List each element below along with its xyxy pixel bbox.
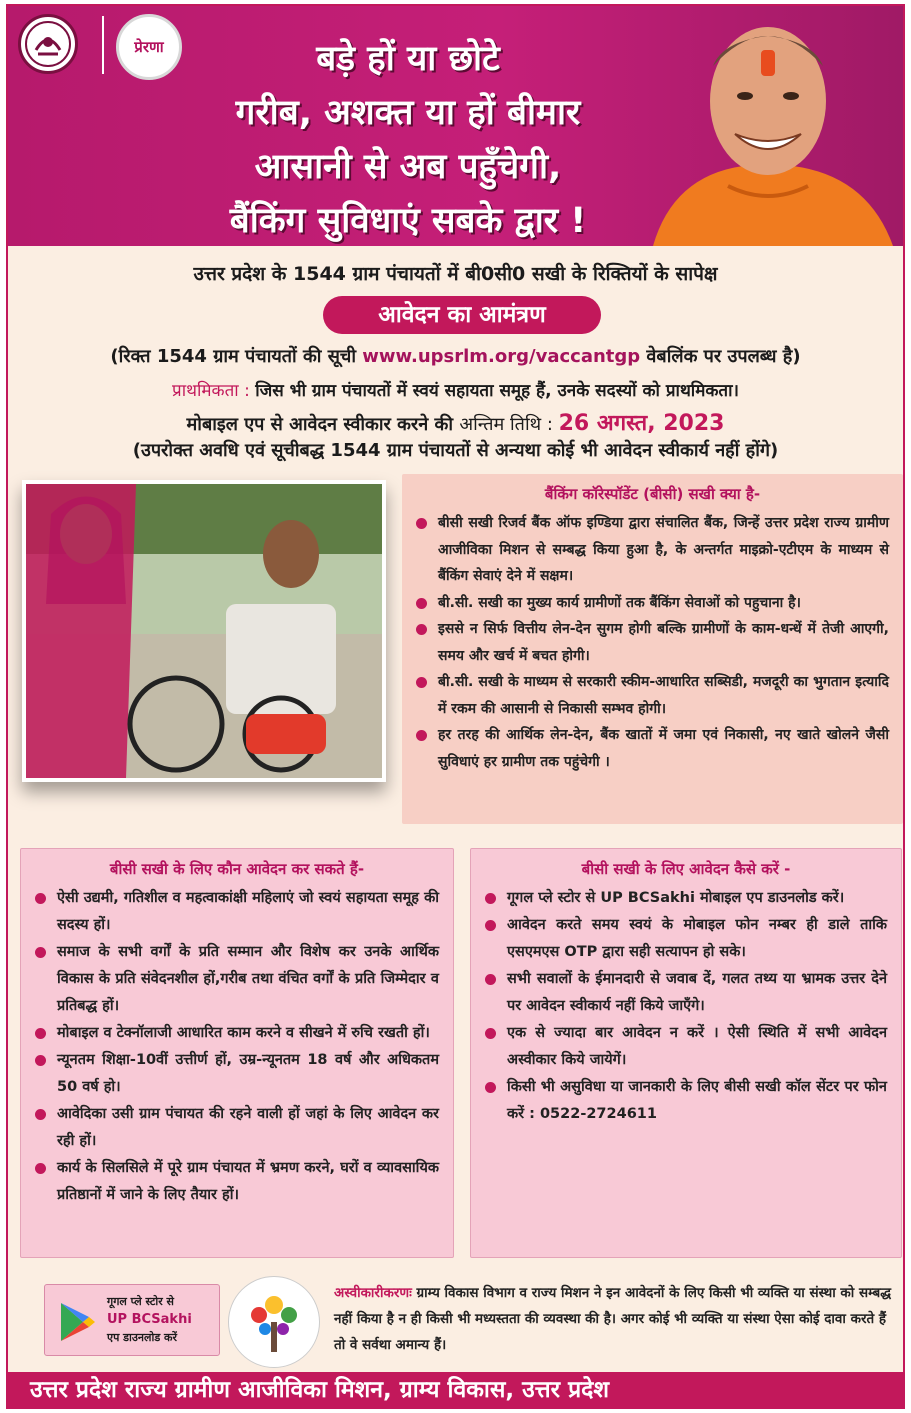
- headline: [128, 32, 688, 246]
- how-to-apply-title: बीसी सखी के लिए आवेदन कैसे करें -: [581, 860, 791, 878]
- list-item: [485, 1020, 887, 1074]
- list-item-text: आवेदिका उसी ग्राम पंचायत की रहने वाली हों जहां के लिए आवेदन कर रही हों।: [57, 1106, 439, 1149]
- bullet-icon: [485, 1082, 496, 1093]
- play-store-app-name: UP BCSakhi: [107, 1312, 192, 1327]
- what-is-bc-sakhi-box: [402, 474, 903, 824]
- list-item-text: बी.सी. सखी के माध्यम से सरकारी स्कीम-आधारित सब्सिडी, मजदूरी का भुगतान इत्यादि में रकम की आसानी से निकासी सम्भव होगी।: [438, 674, 889, 717]
- list-item: [35, 885, 439, 939]
- vacancy-list-pre: (रिक्त 1544 ग्राम पंचायतों की सूची: [110, 346, 363, 367]
- headline-line-1: बड़े हों या छोटे: [316, 39, 500, 79]
- list-item: [35, 1047, 439, 1101]
- list-item: [485, 1074, 887, 1128]
- list-item: [416, 510, 889, 590]
- priority-line: [8, 378, 903, 401]
- bullet-icon: [485, 893, 496, 904]
- list-item-text: एक से ज्यादा बार आवेदन न करें । ऐसी स्थिति में सभी आवेदन अस्वीकार किये जायेगें।: [507, 1025, 887, 1068]
- bc-sakhi-illustration: [26, 484, 382, 778]
- list-item-text: सभी सवालों के ईमानदारी से जवाब दें, गलत तथ्य या भ्रामक उत्तर देने पर आवेदन स्वीकार्य नहीं किये जाएँगे।: [507, 971, 887, 1014]
- play-store-card[interactable]: [44, 1284, 220, 1356]
- list-item: [416, 590, 889, 617]
- invitation-banner: आवेदन का आमंत्रण: [323, 296, 601, 334]
- livelihood-tree-logo-icon: [228, 1276, 320, 1368]
- bullet-icon: [35, 1163, 46, 1174]
- list-item: [485, 966, 887, 1020]
- vacancy-list-link[interactable]: www.upsrlm.org/vaccantgp: [362, 346, 641, 367]
- headline-line-2: गरीब, अशक्त या हों बीमार: [235, 93, 581, 133]
- poster: [6, 4, 905, 1409]
- who-can-apply-title: बीसी सखी के लिए कौन आवेदन कर सकते हैं-: [109, 860, 365, 878]
- priority-text: जिस भी ग्राम पंचायतों में स्वयं सहायता समूह हैं, उनके सदस्यों को प्राथमिकता।: [255, 381, 739, 401]
- bullet-icon: [416, 598, 427, 609]
- logo-divider: [102, 16, 104, 74]
- what-is-bc-sakhi-list: [402, 510, 903, 775]
- bc-sakhi-photo: [22, 480, 386, 782]
- bullet-icon: [416, 730, 427, 741]
- play-store-line-3: एप डाउनलोड करें: [107, 1331, 177, 1344]
- list-item-text: इससे न सिर्फ वित्तीय लेन-देन सुगम होगी बल्कि ग्रामीणों के काम-धन्धें में तेजी आएगी, समय और खर्च में बचत होगी।: [438, 621, 889, 664]
- list-item: [35, 939, 439, 1020]
- list-item: [416, 616, 889, 669]
- list-item-text: कार्य के सिलसिले में पूरे ग्राम पंचायत में भ्रमण करने, घरों व व्यावसायिक प्रतिष्ठानों में जाने के लिए तैयार हों।: [57, 1160, 439, 1203]
- how-to-apply-box: [470, 848, 902, 1258]
- bullet-icon: [35, 893, 46, 904]
- deadline-label: अन्तिम तिथि :: [459, 414, 559, 435]
- play-store-text: [107, 1293, 192, 1347]
- list-item-text: हर तरह की आर्थिक लेन-देन, बैंक खातों में जमा एवं निकासी, नए खाते खोलने जैसी सुविधाएं हर ग्रामीण तक पहुंचेगी ।: [438, 727, 889, 770]
- bullet-icon: [35, 1109, 46, 1120]
- bullet-icon: [416, 677, 427, 688]
- who-can-apply-list: [21, 885, 453, 1209]
- disclaimer-text: ग्राम्य विकास विभाग व राज्य मिशन ने इन आवेदनों के लिए किसी भी व्यक्ति या संस्था को सम्बद्ध नहीं किया है न ही किसी भी मध्यस्तता की व्यवस्था की है। अगर कोई भी व्यक्ति या संस्था ऐसा कोई दावा करते हैं तो वे सर्वथा अमान्य हैं।: [334, 1285, 891, 1353]
- how-to-apply-list: [471, 885, 901, 1128]
- list-item-text: न्यूनतम शिक्षा-10वीं उत्तीर्ण हों, उम्र-न्यूनतम 18 वर्ष और अधिकतम 50 वर्ष हो।: [57, 1052, 439, 1095]
- intro-line-1: उत्तर प्रदेश के 1544 ग्राम पंचायतों में बी0सी0 सखी के रिक्तियों के सापेक्ष: [193, 263, 718, 285]
- deadline-date: 26 अगस्त, 2023: [558, 411, 725, 436]
- footer-bar: उत्तर प्रदेश राज्य ग्रामीण आजीविका मिशन, ग्राम्य विकास, उत्तर प्रदेश: [8, 1372, 903, 1409]
- bullet-icon: [416, 518, 427, 529]
- list-item: [35, 1020, 439, 1047]
- vacancy-list-post: वेबलिंक पर उपलब्ध है): [640, 346, 801, 367]
- who-can-apply-box: [20, 848, 454, 1258]
- bullet-icon: [485, 1028, 496, 1039]
- header-banner: [8, 6, 903, 246]
- headline-line-3: आसानी से अब पहुँचेगी,: [254, 147, 562, 187]
- list-item: [35, 1155, 439, 1209]
- bullet-icon: [416, 624, 427, 635]
- eligibility-note: (उपरोक्त अवधि एवं सूचीबद्ध 1544 ग्राम पंचायतों से अन्यथा कोई भी आवेदन स्वीकार्य नहीं होंगे): [132, 440, 779, 461]
- priority-label: प्राथमिकता :: [172, 381, 256, 401]
- list-item-text: किसी भी असुविधा या जानकारी के लिए बीसी सखी कॉल सेंटर पर फोन करें : 0522-2724611: [507, 1079, 887, 1122]
- play-store-line-1: गूगल प्ले स्टोर से: [107, 1295, 174, 1308]
- vacancy-list-line: [8, 344, 903, 368]
- bullet-icon: [35, 947, 46, 958]
- list-item-text: ऐसी उद्यमी, गतिशील व महत्वाकांक्षी महिलाएं जो स्वयं सहायता समूह की सदस्य हों।: [57, 890, 439, 933]
- google-play-icon: [53, 1299, 99, 1345]
- list-item-text: समाज के सभी वर्गों के प्रति सम्मान और विशेष कर उनके आर्थिक विकास के प्रति संवेदनशील हों,गरीब तथा वंचित वर्गों के प्रति जिम्मेदार व प्रतिबद्ध हों।: [57, 944, 439, 1014]
- list-item: [485, 885, 887, 912]
- portrait-photo: [633, 6, 903, 246]
- disclaimer-label: अस्वीकारीकरणः: [334, 1285, 412, 1301]
- bullet-icon: [35, 1028, 46, 1039]
- list-item: [485, 912, 887, 966]
- list-item: [35, 1101, 439, 1155]
- up-govt-emblem-icon: [18, 14, 78, 74]
- what-is-bc-sakhi-title: बैंकिंग कॉरेस्पॉडेंट (बीसी) सखी क्या है-: [544, 485, 761, 503]
- bullet-icon: [485, 920, 496, 931]
- prerna-logo-text: प्रेरणा: [134, 38, 164, 56]
- deadline-pre: मोबाइल एप से आवेदन स्वीकार करने की: [186, 414, 460, 435]
- bullet-icon: [35, 1055, 46, 1066]
- list-item-text: बीसी सखी रिजर्व बैंक ऑफ इण्डिया द्वारा संचालित बैंक, जिन्हें उत्तर प्रदेश राज्य ग्रामीण आजीविका मिशन से सम्बद्ध किया हुआ है, के अन्तर्गत माइक्रो-एटीएम के माध्यम से बैंकिंग सेवाएं देने में सक्षम।: [438, 515, 889, 584]
- deadline-line: [8, 407, 903, 437]
- list-item-text: गूगल प्ले स्टोर से UP BCSakhi मोबाइल एप डाउनलोड करें।: [507, 890, 845, 906]
- list-item: [416, 722, 889, 775]
- headline-line-4: बैंकिंग सुविधाएं सबके द्वार !: [229, 201, 587, 241]
- list-item: [416, 669, 889, 722]
- list-item-text: बी.सी. सखी का मुख्य कार्य ग्रामीणों तक बैंकिंग सेवाओं को पहुचाना है।: [438, 594, 801, 611]
- bullet-icon: [485, 974, 496, 985]
- list-item-text: मोबाइल व टेक्नॉलाजी आधारित काम करने व सीखने में रुचि रखती हों।: [57, 1025, 430, 1041]
- disclaimer: [334, 1280, 894, 1358]
- list-item-text: आवेदन करते समय स्वयं के मोबाइल फोन नम्बर ही डाले ताकि एसएमएस OTP द्वारा सही सत्यापन हो सके।: [507, 917, 887, 960]
